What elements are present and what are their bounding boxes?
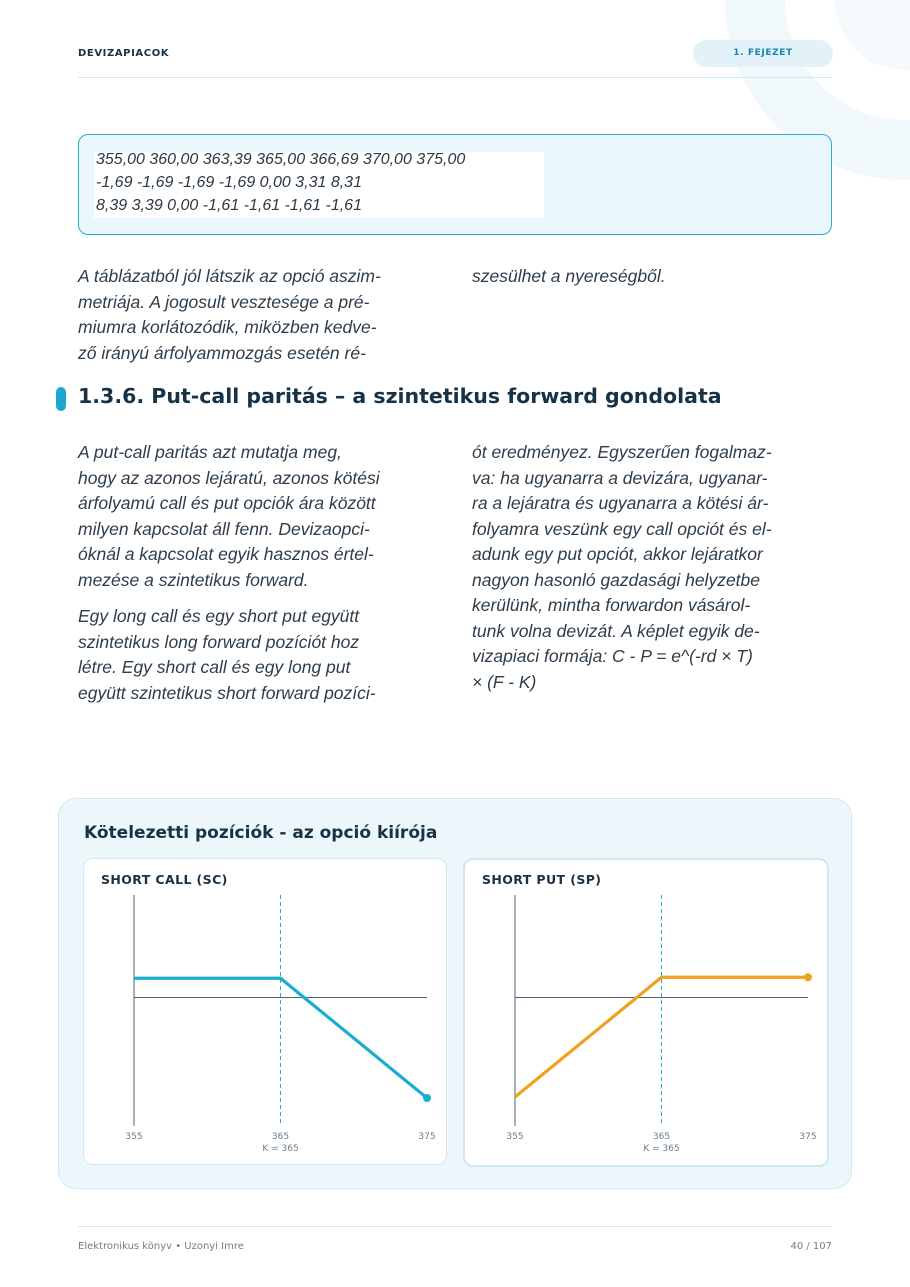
- text-line: adunk egy put opciót, akkor lejáratkor: [472, 544, 763, 564]
- text-line: miumra korlátozódik, miközben kedve-: [78, 317, 377, 337]
- text-line: szesülhet a nyereségből.: [472, 266, 666, 286]
- figure-title: Kötelezetti pozíciók - az opció kiírója: [84, 823, 438, 843]
- text-line: A put-call paritás azt mutatja meg,: [78, 442, 342, 462]
- short-call-title: SHORT CALL (SC): [101, 872, 228, 887]
- x-tick-label: 355: [506, 1132, 524, 1142]
- text-line: vizapiaci formája: C - P = e^(-rd × T): [472, 646, 753, 666]
- data-line-strikes: 355,00 360,00 363,39 365,00 366,69 370,00 375,00: [96, 151, 466, 168]
- text-line: A táblázatból jól látszik az opció aszim-: [78, 266, 381, 286]
- text-line: mezése a szintetikus forward.: [78, 569, 309, 590]
- text-line: va: ha ugyanarra a devizára, ugyanar-: [472, 467, 768, 488]
- text-line: kerülünk, mintha forwardon vásárol-: [472, 595, 751, 615]
- text-line: metriája. A jogosult vesztesége a pré-: [78, 291, 370, 312]
- text-line: × (F - K): [472, 671, 537, 692]
- text-line: óknál a kapcsolat egyik hasznos értel-: [78, 544, 374, 564]
- text-line: folyamra veszünk egy call opciót és el-: [472, 518, 772, 539]
- footer-divider: [78, 1226, 832, 1227]
- x-tick-label: 375: [418, 1132, 436, 1142]
- text-line: tunk volna devizát. A képlet egyik de-: [472, 620, 760, 641]
- running-header: DEVIZAPIACOK: [78, 48, 170, 59]
- text-line: ra a lejáratra és ugyanarra a kötési ár-: [472, 493, 769, 513]
- data-line-short-payoff: 8,39 3,39 0,00 -1,61 -1,61 -1,61 -1,61: [96, 197, 362, 214]
- text-line: létre. Egy short call és egy long put: [78, 657, 351, 677]
- chapter-badge: 1. FEJEZET: [693, 40, 833, 67]
- x-tick-label: 365: [271, 1132, 290, 1142]
- text-line: szintetikus long forward pozíciót hoz: [78, 631, 360, 652]
- payoff-endpoint: [804, 973, 812, 981]
- text-line: árfolyamú call és put opciók ára között: [78, 493, 376, 513]
- page-number: 40 / 107: [790, 1241, 832, 1252]
- x-tick-label: 355: [125, 1132, 143, 1142]
- data-line-long-payoff: -1,69 -1,69 -1,69 -1,69 0,00 3,31 8,31: [96, 174, 362, 191]
- text-line: együtt szintetikus short forward pozíci-: [78, 682, 376, 703]
- strike-label: K = 365: [262, 1144, 299, 1154]
- text-line: milyen kapcsolat áll fenn. Devizaopci-: [78, 518, 370, 539]
- text-line: ót eredményez. Egyszerűen fogalmaz-: [472, 442, 772, 462]
- text-line: Egy long call és egy short put együtt: [78, 606, 360, 626]
- section-heading: 1.3.6. Put-call paritás – a szintetikus forward gondolata: [78, 384, 722, 408]
- x-tick-label: 365: [652, 1132, 671, 1142]
- short-put-title: SHORT PUT (SP): [482, 872, 602, 887]
- text-line: nagyon hasonló gazdasági helyzetbe: [472, 569, 760, 590]
- text-line: ző irányú árfolyammozgás esetén ré-: [78, 342, 366, 363]
- text-line: hogy az azonos lejáratú, azonos kötési: [78, 467, 380, 488]
- footer-book-info: Elektronikus könyv • Uzonyi Imre: [78, 1241, 244, 1252]
- strike-label: K = 365: [643, 1144, 680, 1154]
- x-tick-label: 375: [799, 1132, 817, 1142]
